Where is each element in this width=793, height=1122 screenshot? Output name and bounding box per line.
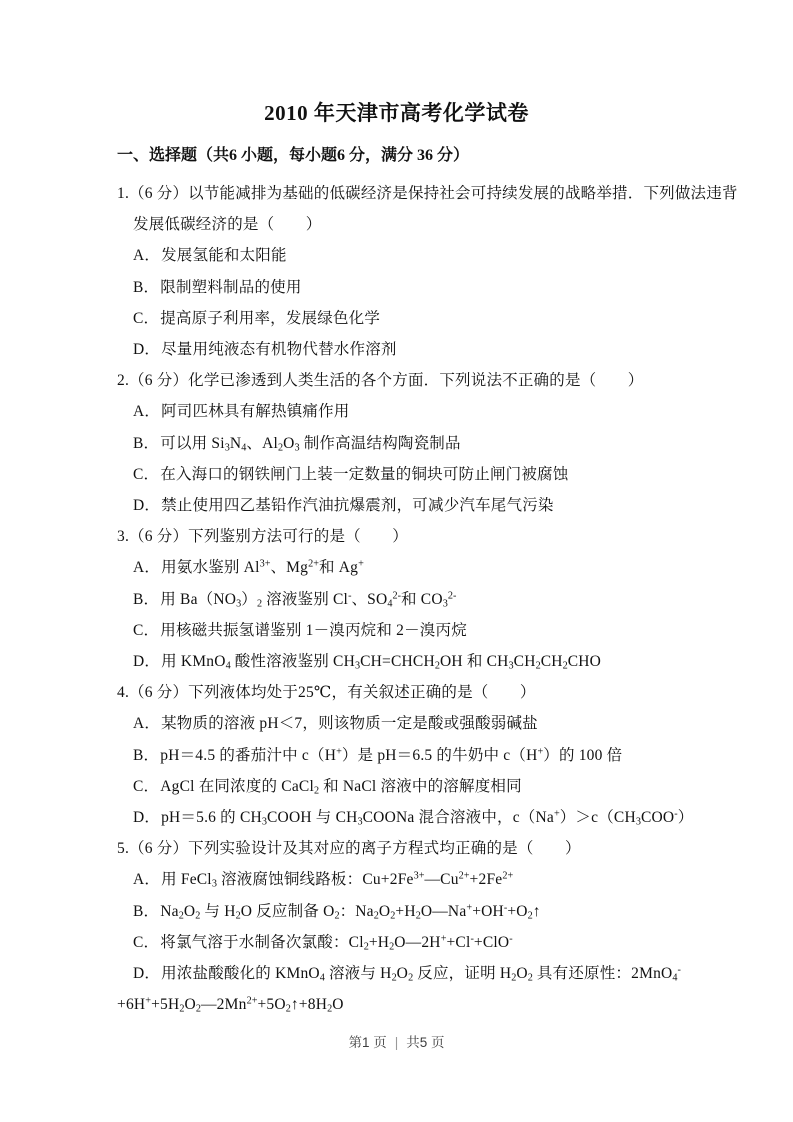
option-label: D． bbox=[133, 341, 161, 359]
questions-list bbox=[117, 178, 738, 1020]
page-footer bbox=[0, 1034, 793, 1052]
option-text: AgCl 在同浓度的 CaCl$_2$ 和 NaCl 溶液中的溶解度相同 bbox=[160, 777, 522, 797]
option-label: C． bbox=[133, 933, 160, 951]
option-text: 阿司匹林具有解热镇痛作用 bbox=[161, 403, 350, 421]
question-1-option-d bbox=[133, 334, 683, 365]
footer-separator: | bbox=[394, 1035, 399, 1050]
option-label: C． bbox=[133, 309, 160, 327]
option-label: A． bbox=[133, 247, 161, 265]
question-3-option-c bbox=[133, 615, 683, 646]
question-1-stem-line-2: 发展低碳经济的是（ ） bbox=[133, 216, 322, 234]
option-text: 禁止使用四乙基铅作汽油抗爆震剂，可减少汽车尾气污染 bbox=[161, 497, 554, 515]
question-2 bbox=[117, 365, 683, 521]
section-heading: 一、选择题（共6 小题，每小题6 分，满分 36 分） bbox=[117, 147, 470, 164]
option-label: B． bbox=[133, 278, 160, 296]
question-5-option-a bbox=[133, 864, 683, 895]
option-text: 尽量用纯液态有机物代替水作溶剂 bbox=[161, 341, 397, 359]
question-4-stem-line-1: 4.（6 分）下列液体均处于25℃，有关叙述正确的是（ ） bbox=[117, 684, 536, 702]
option-text: 将氯气溶于水制备次氯酸：$Cl_2+H_2O—2H^++Cl^-+ClO^-$ bbox=[160, 933, 513, 953]
question-2-option-d bbox=[133, 490, 683, 521]
question-3-stem-line-1: 3.（6 分）下列鉴别方法可行的是（ ） bbox=[117, 528, 408, 546]
option-text: $Na_2O_2$ 与 $H_2O$ 反应制备 $O_2$：$Na_2O_2+H_2O—Na^++OH^-+O_2↑$ bbox=[160, 902, 541, 922]
footer-page-number: 第1 页 bbox=[348, 1035, 387, 1050]
option-text: 某物质的溶液 pH＜7，则该物质一定是酸或强酸弱碱盐 bbox=[161, 715, 538, 733]
question-5-stem-line-1: 5.（6 分）下列实验设计及其对应的离子方程式均正确的是（ ） bbox=[117, 840, 581, 858]
question-4 bbox=[117, 677, 694, 833]
question-2-option-b bbox=[133, 428, 683, 459]
option-text: pH＝4.5 的番茄汁中 c（H+）是 pH＝6.5 的牛奶中 c（H+）的 100 倍 bbox=[160, 746, 623, 764]
question-4-option-a bbox=[133, 708, 683, 739]
question-4-option-b bbox=[133, 740, 683, 771]
question-1-option-a bbox=[133, 240, 683, 271]
option-label: B． bbox=[133, 746, 160, 764]
question-5-option-d bbox=[133, 958, 683, 989]
option-text: pH＝5.6 的 $CH_3COOH$ 与 $CH_3COONa$ 混合溶液中，$c(Na^+)>c(CH_3COO^-)$ bbox=[161, 808, 694, 828]
option-text: 可以用 $Si_3N_4$、$Al_2O_3$ 制作高温结构陶瓷制品 bbox=[160, 434, 461, 454]
question-5 bbox=[117, 833, 683, 1020]
option-label: D． bbox=[133, 965, 161, 983]
option-label: D． bbox=[133, 653, 161, 671]
question-3 bbox=[117, 521, 683, 677]
option-label: B． bbox=[133, 590, 160, 608]
option-label: C． bbox=[133, 621, 160, 639]
option-label: B． bbox=[133, 434, 160, 452]
option-text: 用氨水鉴别 $Al^{3+}$、$Mg^{2+}$和 Ag+ bbox=[161, 558, 364, 577]
question-1 bbox=[117, 178, 738, 365]
question-2-stem-line-1: 2.（6 分）化学已渗透到人类生活的各个方面．下列说法不正确的是（ ） bbox=[117, 372, 644, 390]
option-text: 限制塑料制品的使用 bbox=[160, 278, 302, 296]
question-1-option-b bbox=[133, 272, 683, 303]
option-label: C． bbox=[133, 465, 160, 483]
question-3-option-a bbox=[133, 552, 683, 583]
option-label: C． bbox=[133, 777, 160, 795]
option-label: A． bbox=[133, 559, 161, 577]
option-text: 用核磁共振氢谱鉴别 1－溴丙烷和 2－溴丙烷 bbox=[160, 621, 467, 639]
question-3-option-b bbox=[133, 584, 683, 615]
question-2-option-c bbox=[133, 459, 683, 490]
option-text: 在入海口的钢铁闸门上装一定数量的铜块可防止闸门被腐蚀 bbox=[160, 465, 569, 483]
question-1-option-c bbox=[133, 303, 683, 334]
question-5-option-d-continuation: $+6H^++5H_2O_2—2Mn^{2+}+5O_2↑+8H_2O$ bbox=[117, 995, 344, 1015]
option-label: A． bbox=[133, 403, 161, 421]
page-title: 2010 年天津市高考化学试卷 bbox=[264, 101, 529, 125]
option-label: A． bbox=[133, 871, 161, 889]
option-label: A． bbox=[133, 715, 161, 733]
question-3-option-d bbox=[133, 646, 683, 677]
question-4-option-c bbox=[133, 771, 683, 802]
option-text: 用浓盐酸酸化的 KMnO$_4$ 溶液与 $H_2O_2$ 反应，证明 $H_2O_2$ 具有还原性：2MnO$_4$- bbox=[161, 964, 681, 984]
footer-total-pages: 共5 页 bbox=[406, 1035, 445, 1050]
question-1-stem-line-1: 1.（6 分）以节能减排为基础的低碳经济是保持社会可持续发展的战略举措．下列做法违背 bbox=[117, 185, 738, 202]
option-text: 用 $Ba(NO_3)_2$ 溶液鉴别 Cl-、$SO_4^{2-}$和 $CO_3^{2-}$ bbox=[160, 590, 457, 610]
question-5-option-b bbox=[133, 896, 683, 927]
option-label: D． bbox=[133, 809, 161, 827]
question-5-option-c bbox=[133, 927, 683, 958]
option-label: D． bbox=[133, 497, 161, 515]
question-4-option-d bbox=[133, 802, 694, 833]
option-text: 提高原子利用率，发展绿色化学 bbox=[160, 309, 381, 327]
option-text: 用 KMnO$_4$ 酸性溶液鉴别 $CH_3CH=CHCH_2OH$ 和 $CH_3CH_2CH_2CHO$ bbox=[161, 653, 602, 672]
option-label: B． bbox=[133, 902, 160, 920]
question-2-option-a bbox=[133, 396, 683, 427]
option-text: 发展氢能和太阳能 bbox=[161, 247, 287, 265]
option-text: 用 FeCl$_3$ 溶液腐蚀铜线路板：$Cu+2Fe^{3+}—Cu^{2+}+2Fe^{2+}$ bbox=[161, 870, 514, 891]
